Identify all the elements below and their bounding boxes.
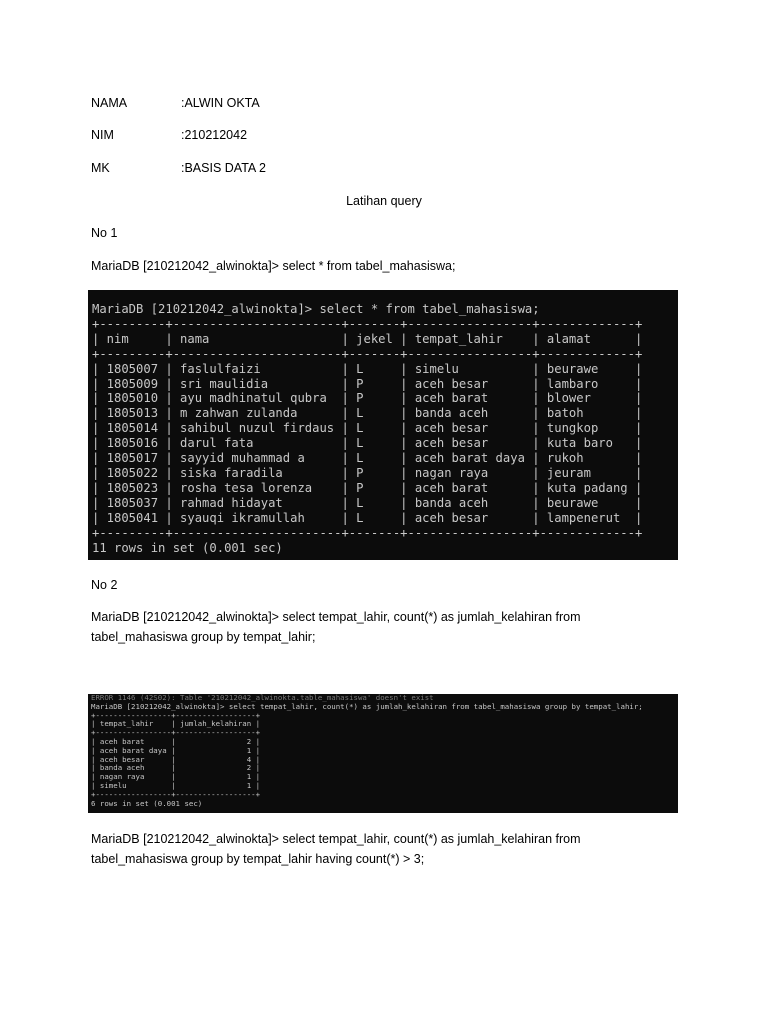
nama-label: NAMA [91, 96, 128, 110]
nama-value: :ALWIN OKTA [181, 96, 260, 110]
table-border: +-----------------+------------------+ [91, 710, 261, 720]
terminal-prompt: MariaDB [210212042_alwinokta]> select tempat_lahir, count(*) as jumlah_kelahiran from tabel_mahasiswa group by tempat_lahir; [91, 701, 643, 711]
terminal-prompt: MariaDB [210212042_alwinokta]> select * from tabel_mahasiswa; [92, 302, 540, 316]
table-row: | 1805041 | syauqi ikramullah | L | aceh besar | lampenerut | [92, 510, 643, 525]
terminal-screenshot-1 [88, 290, 678, 560]
table-border: +---------+-----------------------+-------+-----------------+-------------+ [92, 346, 643, 361]
mk-label: MK [91, 161, 110, 175]
terminal-screenshot-2 [88, 694, 678, 813]
table-header: | tempat_lahir | jumlah_kelahiran | [91, 719, 261, 729]
terminal-error-line: ERROR 1146 (42S02): Table '210212042_alwinokta.table_mahasiswa' doesn't exist [91, 694, 434, 702]
terminal-footer: 11 rows in set (0.001 sec) [92, 540, 283, 555]
table-row: | 1805022 | siska faradila | P | nagan raya | jeuram | [92, 465, 643, 480]
table-row: | 1805010 | ayu madhinatul qubra | P | aceh barat | blower | [92, 391, 643, 406]
table-row: | nagan raya | 1 | [91, 772, 261, 782]
no1-label: No 1 [91, 226, 118, 240]
table-border: +---------+-----------------------+-------+-----------------+-------------+ [92, 316, 643, 331]
table-row: | 1805037 | rahmad hidayat | L | banda aceh | beurawe | [92, 495, 643, 510]
table-row: | 1805017 | sayyid muhammad a | L | aceh barat daya | rukoh | [92, 451, 643, 466]
page-heading: Latihan query [346, 194, 422, 208]
table-row: | 1805009 | sri maulidia | P | aceh besar | lambaro | [92, 376, 643, 391]
nim-label: NIM [91, 128, 114, 142]
terminal-footer: 6 rows in set (0.001 sec) [91, 798, 203, 808]
table-row: | 1805016 | darul fata | L | aceh besar | kuta baro | [92, 436, 643, 451]
no2-query: MariaDB [210212042_alwinokta]> select tempat_lahir, count(*) as jumlah_kelahiran from tabel_mahasiswa group by tempat_lahir; [91, 610, 581, 644]
table-row: | 1805007 | faslulfaizi | L | simelu | beurawe | [92, 361, 643, 376]
no1-query: MariaDB [210212042_alwinokta]> select * from tabel_mahasiswa; [91, 259, 456, 273]
table-border: +-----------------+------------------+ [91, 789, 261, 799]
nim-value: :210212042 [181, 128, 248, 142]
no2-query-having: MariaDB [210212042_alwinokta]> select tempat_lahir, count(*) as jumlah_kelahiran from tabel_mahasiswa group by tempat_lahir having count(*) > 3; [91, 832, 581, 866]
table-border: +-----------------+------------------+ [91, 728, 261, 738]
table-header: | nim | nama | jekel | tempat_lahir | alamat | [92, 331, 643, 346]
no2-label: No 2 [91, 578, 118, 592]
table-row: | simelu | 1 | [91, 780, 261, 790]
table-row: | banda aceh | 2 | [91, 763, 261, 773]
table-row: | 1805013 | m zahwan zulanda | L | banda aceh | batoh | [92, 406, 643, 421]
table-row: | 1805014 | sahibul nuzul firdaus | L | aceh besar | tungkop | [92, 421, 643, 436]
table-row: | aceh barat daya | 1 | [91, 745, 261, 755]
table-border: +---------+-----------------------+-------+-----------------+-------------+ [92, 525, 643, 540]
table-row: | 1805023 | rosha tesa lorenza | P | aceh barat | kuta padang | [92, 480, 643, 495]
mk-value: :BASIS DATA 2 [181, 161, 266, 175]
table-row: | aceh besar | 4 | [91, 754, 261, 764]
table-row: | aceh barat | 2 | [91, 736, 261, 746]
